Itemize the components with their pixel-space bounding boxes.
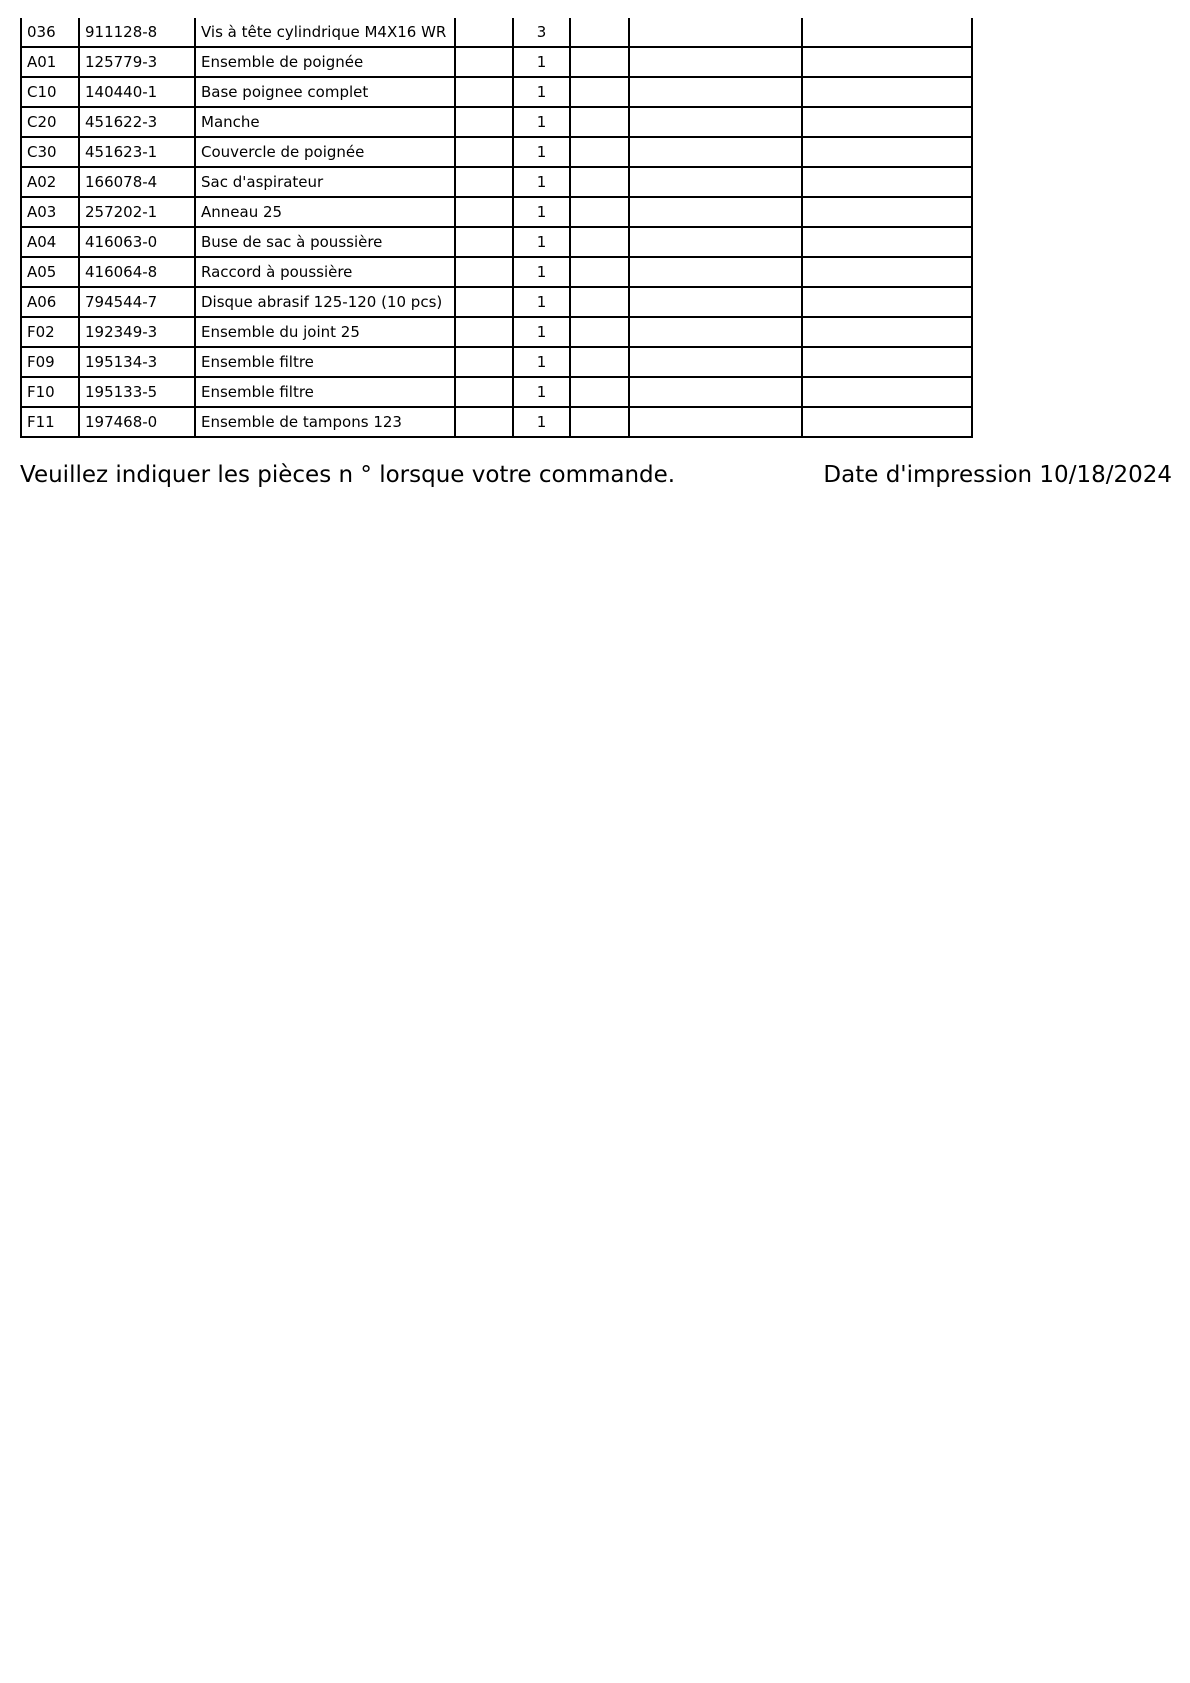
empty-cell (629, 167, 802, 197)
description-cell: Manche (195, 107, 455, 137)
description-cell: Vis à tête cylindrique M4X16 WR (195, 18, 455, 47)
empty-cell (629, 317, 802, 347)
empty-cell (455, 407, 513, 437)
empty-cell (629, 47, 802, 77)
quantity-cell: 1 (513, 107, 570, 137)
item-number-cell: A02 (21, 167, 79, 197)
empty-cell (802, 257, 972, 287)
empty-cell (802, 377, 972, 407)
quantity-cell: 1 (513, 167, 570, 197)
quantity-cell: 1 (513, 377, 570, 407)
order-note: Veuillez indiquer les pièces n ° lorsque votre commande. (20, 462, 676, 488)
table-row (21, 167, 972, 197)
empty-cell (629, 287, 802, 317)
empty-cell (802, 197, 972, 227)
description-cell: Disque abrasif 125-120 (10 pcs) (195, 287, 455, 317)
part-number-cell: 451623-1 (79, 137, 195, 167)
description-cell: Base poignee complet (195, 77, 455, 107)
empty-cell (455, 347, 513, 377)
item-number-cell: F02 (21, 317, 79, 347)
empty-cell (455, 227, 513, 257)
table-row (21, 77, 972, 107)
quantity-cell: 1 (513, 347, 570, 377)
empty-cell (570, 77, 629, 107)
empty-cell (570, 407, 629, 437)
item-number-cell: C20 (21, 107, 79, 137)
description-cell: Couvercle de poignée (195, 137, 455, 167)
empty-cell (629, 137, 802, 167)
quantity-cell: 1 (513, 407, 570, 437)
empty-cell (570, 47, 629, 77)
empty-cell (802, 227, 972, 257)
empty-cell (570, 107, 629, 137)
empty-cell (802, 47, 972, 77)
empty-cell (455, 47, 513, 77)
table-row (21, 227, 972, 257)
table-row (21, 197, 972, 227)
item-number-cell: C30 (21, 137, 79, 167)
item-number-cell: A05 (21, 257, 79, 287)
table-row (21, 107, 972, 137)
empty-cell (570, 287, 629, 317)
empty-cell (455, 107, 513, 137)
empty-cell (629, 77, 802, 107)
empty-cell (802, 18, 972, 47)
empty-cell (802, 167, 972, 197)
item-number-cell: F09 (21, 347, 79, 377)
description-cell: Raccord à poussière (195, 257, 455, 287)
empty-cell (570, 137, 629, 167)
quantity-cell: 1 (513, 317, 570, 347)
empty-cell (802, 107, 972, 137)
item-number-cell: 036 (21, 18, 79, 47)
empty-cell (629, 377, 802, 407)
empty-cell (570, 317, 629, 347)
description-cell: Buse de sac à poussière (195, 227, 455, 257)
description-cell: Ensemble de tampons 123 (195, 407, 455, 437)
description-cell: Anneau 25 (195, 197, 455, 227)
quantity-cell: 3 (513, 18, 570, 47)
table-row (21, 47, 972, 77)
empty-cell (455, 167, 513, 197)
part-number-cell: 192349-3 (79, 317, 195, 347)
part-number-cell: 195133-5 (79, 377, 195, 407)
table-row (21, 377, 972, 407)
table-row (21, 407, 972, 437)
quantity-cell: 1 (513, 137, 570, 167)
part-number-cell: 911128-8 (79, 18, 195, 47)
description-cell: Ensemble de poignée (195, 47, 455, 77)
part-number-cell: 416064-8 (79, 257, 195, 287)
item-number-cell: F11 (21, 407, 79, 437)
part-number-cell: 197468-0 (79, 407, 195, 437)
parts-table (20, 18, 973, 438)
empty-cell (629, 18, 802, 47)
item-number-cell: C10 (21, 77, 79, 107)
description-cell: Ensemble filtre (195, 377, 455, 407)
part-number-cell: 140440-1 (79, 77, 195, 107)
item-number-cell: A03 (21, 197, 79, 227)
empty-cell (629, 107, 802, 137)
empty-cell (570, 18, 629, 47)
empty-cell (629, 197, 802, 227)
empty-cell (455, 197, 513, 227)
table-row (21, 257, 972, 287)
empty-cell (455, 377, 513, 407)
item-number-cell: A04 (21, 227, 79, 257)
item-number-cell: F10 (21, 377, 79, 407)
item-number-cell: A01 (21, 47, 79, 77)
empty-cell (570, 377, 629, 407)
empty-cell (802, 317, 972, 347)
empty-cell (570, 197, 629, 227)
empty-cell (802, 77, 972, 107)
description-cell: Sac d'aspirateur (195, 167, 455, 197)
quantity-cell: 1 (513, 287, 570, 317)
table-row (21, 347, 972, 377)
empty-cell (629, 407, 802, 437)
table-row (21, 137, 972, 167)
empty-cell (570, 257, 629, 287)
empty-cell (802, 287, 972, 317)
empty-cell (629, 227, 802, 257)
quantity-cell: 1 (513, 257, 570, 287)
empty-cell (570, 227, 629, 257)
parts-table-body (21, 18, 972, 437)
part-number-cell: 195134-3 (79, 347, 195, 377)
part-number-cell: 794544-7 (79, 287, 195, 317)
empty-cell (455, 77, 513, 107)
empty-cell (455, 18, 513, 47)
empty-cell (455, 257, 513, 287)
part-number-cell: 416063-0 (79, 227, 195, 257)
empty-cell (802, 137, 972, 167)
table-row (21, 287, 972, 317)
part-number-cell: 257202-1 (79, 197, 195, 227)
empty-cell (629, 257, 802, 287)
description-cell: Ensemble filtre (195, 347, 455, 377)
empty-cell (629, 347, 802, 377)
empty-cell (455, 137, 513, 167)
quantity-cell: 1 (513, 197, 570, 227)
description-cell: Ensemble du joint 25 (195, 317, 455, 347)
print-date: Date d'impression 10/18/2024 (823, 462, 1172, 488)
empty-cell (802, 407, 972, 437)
quantity-cell: 1 (513, 227, 570, 257)
item-number-cell: A06 (21, 287, 79, 317)
part-number-cell: 125779-3 (79, 47, 195, 77)
empty-cell (802, 347, 972, 377)
table-row (21, 18, 972, 47)
empty-cell (570, 347, 629, 377)
table-row (21, 317, 972, 347)
empty-cell (570, 167, 629, 197)
empty-cell (455, 317, 513, 347)
quantity-cell: 1 (513, 77, 570, 107)
part-number-cell: 166078-4 (79, 167, 195, 197)
empty-cell (455, 287, 513, 317)
part-number-cell: 451622-3 (79, 107, 195, 137)
quantity-cell: 1 (513, 47, 570, 77)
